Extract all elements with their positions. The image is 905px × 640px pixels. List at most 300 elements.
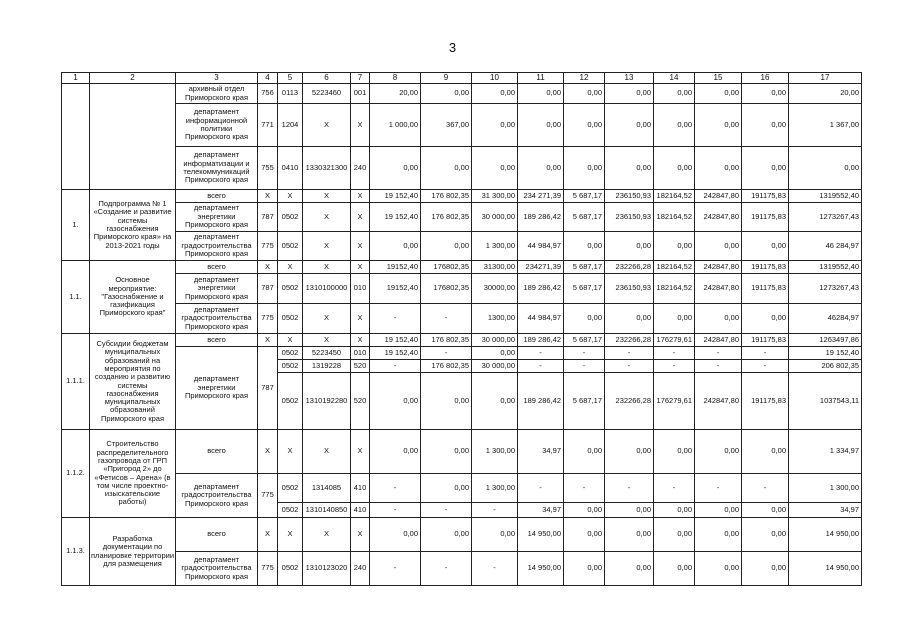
executor-cell: департамент информационной политики Приморского края — [176, 104, 258, 147]
table-row — [62, 274, 862, 304]
header-cell: 11 — [518, 73, 564, 84]
code-cell: X — [258, 518, 278, 552]
code-cell: X — [258, 430, 278, 474]
amount-cell: 182164,52 — [654, 261, 695, 274]
code-cell: X — [303, 334, 351, 347]
executor-cell: департамент энергетики Приморского края — [176, 347, 258, 430]
code-cell: 0502 — [278, 552, 303, 586]
amount-cell: 191175,83 — [742, 373, 789, 430]
code-cell: X — [303, 190, 351, 203]
amount-cell: 176 802,35 — [421, 360, 472, 373]
amount-cell: 1273267,43 — [789, 203, 862, 232]
amount-cell: 0,00 — [370, 430, 421, 474]
amount-cell: 5 687,17 — [564, 334, 605, 347]
amount-cell: 19 152,40 — [370, 190, 421, 203]
code-cell: X — [258, 334, 278, 347]
code-cell: 1330321300 — [303, 147, 351, 190]
amount-cell: 0,00 — [370, 232, 421, 261]
code-cell: 771 — [258, 104, 278, 147]
code-cell: X — [351, 232, 370, 261]
code-cell: 787 — [258, 203, 278, 232]
amount-cell: 232266,28 — [605, 373, 654, 430]
item-name-cell: Разработка документации по планировке территории для размещения — [90, 518, 176, 586]
amount-cell: 0,00 — [421, 518, 472, 552]
table-row — [62, 190, 862, 203]
code-cell: 0502 — [278, 503, 303, 518]
amount-cell: 44 984,97 — [518, 304, 564, 334]
code-cell: 410 — [351, 503, 370, 518]
amount-cell: 206 802,35 — [789, 360, 862, 373]
executor-cell: всего — [176, 190, 258, 203]
code-cell: 1204 — [278, 104, 303, 147]
amount-cell: 14 950,00 — [789, 518, 862, 552]
table-row — [62, 304, 862, 334]
amount-cell: 189 286,42 — [518, 203, 564, 232]
header-cell: 7 — [351, 73, 370, 84]
amount-cell: 34,97 — [518, 503, 564, 518]
code-cell: 787 — [258, 274, 278, 304]
amount-cell: 31300,00 — [472, 261, 518, 274]
amount-cell: 1 000,00 — [370, 104, 421, 147]
amount-cell: - — [370, 474, 421, 503]
amount-cell: 191175,83 — [742, 274, 789, 304]
code-cell: X — [351, 190, 370, 203]
executor-cell: всего — [176, 261, 258, 274]
amount-cell: - — [421, 503, 472, 518]
amount-cell: 0,00 — [742, 84, 789, 104]
amount-cell: 0,00 — [370, 518, 421, 552]
table-row — [62, 347, 862, 360]
amount-cell: 0,00 — [370, 147, 421, 190]
code-cell: 5223460 — [303, 84, 351, 104]
code-cell: X — [351, 334, 370, 347]
executor-cell: департамент градостроительства Приморского края — [176, 232, 258, 261]
amount-cell: - — [421, 552, 472, 586]
amount-cell: 0,00 — [654, 104, 695, 147]
code-cell: X — [351, 304, 370, 334]
amount-cell: 176802,35 — [421, 274, 472, 304]
code-cell: 5223450 — [303, 347, 351, 360]
executor-cell: всего — [176, 518, 258, 552]
amount-cell: 191175,83 — [742, 334, 789, 347]
header-cell: 12 — [564, 73, 605, 84]
code-cell: 1310140850 — [303, 503, 351, 518]
amount-cell: 0,00 — [742, 518, 789, 552]
table-row — [62, 261, 862, 274]
code-cell: X — [278, 430, 303, 474]
amount-cell: 242847,80 — [695, 373, 742, 430]
amount-cell: 46 284,97 — [789, 232, 862, 261]
amount-cell: 1 300,00 — [472, 430, 518, 474]
amount-cell: 0,00 — [695, 503, 742, 518]
item-number-cell: 1.1.1. — [62, 334, 90, 430]
amount-cell: 5 687,17 — [564, 373, 605, 430]
amount-cell: - — [654, 347, 695, 360]
amount-cell: 19 152,40 — [370, 334, 421, 347]
amount-cell: 0,00 — [695, 147, 742, 190]
table-row — [62, 147, 862, 190]
amount-cell: - — [654, 360, 695, 373]
table-row — [62, 474, 862, 503]
amount-cell: 242847,80 — [695, 203, 742, 232]
amount-cell: 0,00 — [421, 232, 472, 261]
amount-cell: 191175,83 — [742, 190, 789, 203]
amount-cell: 0,00 — [742, 304, 789, 334]
amount-cell: - — [742, 360, 789, 373]
header-cell: 6 — [303, 73, 351, 84]
amount-cell: 14 950,00 — [518, 552, 564, 586]
amount-cell: 0,00 — [605, 518, 654, 552]
executor-cell: департамент информатизации и телекоммуникаций Приморского края — [176, 147, 258, 190]
amount-cell: - — [370, 304, 421, 334]
amount-cell: 0,00 — [605, 84, 654, 104]
amount-cell: 1263497,86 — [789, 334, 862, 347]
amount-cell: 182164,52 — [654, 190, 695, 203]
amount-cell: 0,00 — [518, 147, 564, 190]
amount-cell: 176279,61 — [654, 334, 695, 347]
code-cell: 775 — [258, 474, 278, 518]
table-row — [62, 104, 862, 147]
amount-cell: 1037543,11 — [789, 373, 862, 430]
budget-table — [61, 72, 862, 586]
amount-cell: 367,00 — [421, 104, 472, 147]
amount-cell: 5 687,17 — [564, 274, 605, 304]
amount-cell: 0,00 — [695, 232, 742, 261]
amount-cell: 19 152,40 — [789, 347, 862, 360]
amount-cell: 234 271,39 — [518, 190, 564, 203]
amount-cell: - — [564, 474, 605, 503]
header-cell: 17 — [789, 73, 862, 84]
code-cell: X — [351, 203, 370, 232]
amount-cell: 0,00 — [654, 304, 695, 334]
amount-cell: - — [518, 360, 564, 373]
amount-cell: 0,00 — [742, 104, 789, 147]
amount-cell: 0,00 — [654, 552, 695, 586]
amount-cell: 34,97 — [789, 503, 862, 518]
executor-cell: департамент градостроительства Приморского края — [176, 474, 258, 518]
header-cell: 1 — [62, 73, 90, 84]
code-cell: 001 — [351, 84, 370, 104]
amount-cell: 0,00 — [564, 84, 605, 104]
header-cell: 10 — [472, 73, 518, 84]
amount-cell: - — [742, 474, 789, 503]
code-cell: X — [351, 430, 370, 474]
amount-cell: 30 000,00 — [472, 334, 518, 347]
amount-cell: 0,00 — [421, 373, 472, 430]
amount-cell: 0,00 — [472, 347, 518, 360]
amount-cell: 0,00 — [654, 503, 695, 518]
amount-cell: 232266,28 — [605, 334, 654, 347]
amount-cell: 0,00 — [421, 84, 472, 104]
code-cell: 0502 — [278, 347, 303, 360]
header-cell: 5 — [278, 73, 303, 84]
amount-cell: - — [370, 503, 421, 518]
table-row — [62, 232, 862, 261]
code-cell: X — [278, 261, 303, 274]
amount-cell: 191175,83 — [742, 203, 789, 232]
amount-cell: 19 152,40 — [370, 203, 421, 232]
amount-cell: 189 286,42 — [518, 274, 564, 304]
amount-cell: 0,00 — [654, 430, 695, 474]
code-cell: 0502 — [278, 274, 303, 304]
table-row — [62, 203, 862, 232]
amount-cell: 1 300,00 — [472, 232, 518, 261]
amount-cell: 1319552,40 — [789, 190, 862, 203]
amount-cell: 176802,35 — [421, 261, 472, 274]
item-number-cell — [62, 84, 90, 190]
code-cell: X — [278, 190, 303, 203]
table-row — [62, 552, 862, 586]
amount-cell: 44 984,97 — [518, 232, 564, 261]
amount-cell: 0,00 — [564, 104, 605, 147]
amount-cell: 30000,00 — [472, 274, 518, 304]
amount-cell: 176 802,35 — [421, 203, 472, 232]
code-cell: X — [351, 104, 370, 147]
amount-cell: 0,00 — [564, 147, 605, 190]
amount-cell: - — [421, 304, 472, 334]
amount-cell: 0,00 — [695, 84, 742, 104]
amount-cell: 34,97 — [518, 430, 564, 474]
amount-cell: 0,00 — [742, 232, 789, 261]
amount-cell: 5 687,17 — [564, 190, 605, 203]
amount-cell: 189 286,42 — [518, 373, 564, 430]
code-cell: 410 — [351, 474, 370, 503]
amount-cell: 0,00 — [695, 304, 742, 334]
amount-cell: 14 950,00 — [518, 518, 564, 552]
code-cell: X — [303, 203, 351, 232]
code-cell: 1310123020 — [303, 552, 351, 586]
header-cell: 9 — [421, 73, 472, 84]
table-row — [62, 430, 862, 474]
amount-cell: 182164,52 — [654, 274, 695, 304]
amount-cell: 0,00 — [518, 104, 564, 147]
amount-cell: 0,00 — [654, 84, 695, 104]
header-cell: 15 — [695, 73, 742, 84]
amount-cell: 1319552,40 — [789, 261, 862, 274]
page-number: 3 — [448, 40, 457, 55]
amount-cell: 234271,39 — [518, 261, 564, 274]
amount-cell: 0,00 — [518, 84, 564, 104]
item-name-cell: Строительство распределительного газопровода от ГРП «Пригород 2» до «Фетисов – Арена» (в том числе проектно-изыскательские работы) — [90, 430, 176, 518]
amount-cell: 236150,93 — [605, 203, 654, 232]
amount-cell: 0,00 — [370, 373, 421, 430]
code-cell: 0502 — [278, 304, 303, 334]
amount-cell: - — [605, 360, 654, 373]
code-cell: X — [303, 104, 351, 147]
code-cell: X — [351, 261, 370, 274]
amount-cell: 0,00 — [421, 147, 472, 190]
amount-cell: 0,00 — [605, 147, 654, 190]
amount-cell: 0,00 — [742, 430, 789, 474]
code-cell: X — [278, 518, 303, 552]
table-row — [62, 518, 862, 552]
amount-cell: - — [472, 552, 518, 586]
code-cell: 0410 — [278, 147, 303, 190]
amount-cell: 236150,93 — [605, 190, 654, 203]
code-cell: 520 — [351, 360, 370, 373]
code-cell: 0502 — [278, 474, 303, 503]
header-cell: 3 — [176, 73, 258, 84]
amount-cell: - — [421, 347, 472, 360]
amount-cell: - — [695, 474, 742, 503]
code-cell: 0502 — [278, 232, 303, 261]
amount-cell: 14 950,00 — [789, 552, 862, 586]
amount-cell: - — [370, 552, 421, 586]
amount-cell: 0,00 — [742, 552, 789, 586]
code-cell: X — [303, 430, 351, 474]
table-body — [62, 73, 862, 586]
amount-cell: 0,00 — [605, 430, 654, 474]
amount-cell: - — [564, 360, 605, 373]
code-cell: X — [303, 304, 351, 334]
amount-cell: 0,00 — [695, 430, 742, 474]
amount-cell: 0,00 — [695, 104, 742, 147]
amount-cell: 0,00 — [789, 147, 862, 190]
item-name-cell: Основное мероприятие: "Газоснабжение и газификация Приморского края" — [90, 261, 176, 334]
amount-cell: 1 300,00 — [789, 474, 862, 503]
amount-cell: 0,00 — [564, 552, 605, 586]
code-cell: 520 — [351, 373, 370, 430]
header-row — [62, 73, 862, 84]
amount-cell: 0,00 — [472, 373, 518, 430]
code-cell: 755 — [258, 147, 278, 190]
code-cell: 1319228 — [303, 360, 351, 373]
amount-cell: 31 300,00 — [472, 190, 518, 203]
amount-cell: 1 367,00 — [789, 104, 862, 147]
code-cell: X — [258, 261, 278, 274]
amount-cell: 0,00 — [472, 147, 518, 190]
amount-cell: 5 687,17 — [564, 203, 605, 232]
executor-cell: всего — [176, 334, 258, 347]
header-cell: 13 — [605, 73, 654, 84]
code-cell: 775 — [258, 304, 278, 334]
executor-cell: департамент градостроительства Приморского края — [176, 304, 258, 334]
table-row — [62, 334, 862, 347]
amount-cell: 182164,52 — [654, 203, 695, 232]
code-cell: X — [303, 232, 351, 261]
amount-cell: 0,00 — [605, 503, 654, 518]
item-number-cell: 1. — [62, 190, 90, 261]
amount-cell: 0,00 — [605, 232, 654, 261]
amount-cell: 242847,80 — [695, 334, 742, 347]
amount-cell: 0,00 — [564, 503, 605, 518]
amount-cell: 19 152,40 — [370, 347, 421, 360]
amount-cell: - — [370, 360, 421, 373]
executor-cell: всего — [176, 430, 258, 474]
amount-cell: 0,00 — [472, 518, 518, 552]
code-cell: 240 — [351, 552, 370, 586]
amount-cell: 0,00 — [421, 430, 472, 474]
executor-cell: департамент энергетики Приморского края — [176, 203, 258, 232]
amount-cell: 242847,80 — [695, 190, 742, 203]
amount-cell: 20,00 — [370, 84, 421, 104]
code-cell: 787 — [258, 347, 278, 430]
amount-cell: 0,00 — [564, 304, 605, 334]
amount-cell: 0,00 — [472, 84, 518, 104]
code-cell: X — [303, 261, 351, 274]
amount-cell: 242847,80 — [695, 261, 742, 274]
item-number-cell: 1.1.3. — [62, 518, 90, 586]
code-cell: 775 — [258, 232, 278, 261]
code-cell: 0502 — [278, 373, 303, 430]
code-cell: 010 — [351, 347, 370, 360]
amount-cell: - — [695, 347, 742, 360]
amount-cell: 19152,40 — [370, 274, 421, 304]
amount-cell: - — [695, 360, 742, 373]
code-cell: X — [258, 190, 278, 203]
code-cell: 1310100000 — [303, 274, 351, 304]
amount-cell: 20,00 — [789, 84, 862, 104]
code-cell: X — [351, 518, 370, 552]
amount-cell: 0,00 — [472, 104, 518, 147]
item-name-cell: Субсидии бюджетам муниципальных образований на мероприятия по созданию и развитию системы газоснабжения муниципальных образований Приморского края — [90, 334, 176, 430]
amount-cell: 1 300,00 — [472, 474, 518, 503]
amount-cell: - — [472, 503, 518, 518]
code-cell: X — [278, 334, 303, 347]
amount-cell: 0,00 — [421, 474, 472, 503]
amount-cell: 0,00 — [564, 518, 605, 552]
amount-cell: 176 802,35 — [421, 190, 472, 203]
amount-cell: 30 000,00 — [472, 203, 518, 232]
amount-cell: 0,00 — [654, 518, 695, 552]
table-row — [62, 84, 862, 104]
item-number-cell: 1.1. — [62, 261, 90, 334]
executor-cell: департамент энергетики Приморского края — [176, 274, 258, 304]
amount-cell: 0,00 — [605, 552, 654, 586]
amount-cell: 0,00 — [695, 518, 742, 552]
executor-cell: архивный отдел Приморского края — [176, 84, 258, 104]
amount-cell: 30 000,00 — [472, 360, 518, 373]
amount-cell: 0,00 — [564, 430, 605, 474]
executor-cell: департамент градостроительства Приморского края — [176, 552, 258, 586]
code-cell: 1310192280 — [303, 373, 351, 430]
amount-cell: - — [518, 347, 564, 360]
amount-cell: 46284,97 — [789, 304, 862, 334]
amount-cell: 191175,83 — [742, 261, 789, 274]
header-cell: 8 — [370, 73, 421, 84]
amount-cell: 176279,61 — [654, 373, 695, 430]
amount-cell: - — [564, 347, 605, 360]
amount-cell: 0,00 — [605, 304, 654, 334]
code-cell: 0113 — [278, 84, 303, 104]
amount-cell: 242847,80 — [695, 274, 742, 304]
code-cell: X — [303, 518, 351, 552]
amount-cell: 0,00 — [654, 232, 695, 261]
amount-cell: 189 286,42 — [518, 334, 564, 347]
item-number-cell: 1.1.2. — [62, 430, 90, 518]
amount-cell: 1300,00 — [472, 304, 518, 334]
code-cell: 240 — [351, 147, 370, 190]
amount-cell: 5 687,17 — [564, 261, 605, 274]
amount-cell: 1 334,97 — [789, 430, 862, 474]
amount-cell: 0,00 — [654, 147, 695, 190]
amount-cell: - — [654, 474, 695, 503]
header-cell: 14 — [654, 73, 695, 84]
item-name-cell — [90, 84, 176, 190]
code-cell: 0502 — [278, 360, 303, 373]
amount-cell: 236150,93 — [605, 274, 654, 304]
item-name-cell: Подпрограмма № 1 «Создание и развитие системы газоснабжения Приморского края» на 2013-2021 годы — [90, 190, 176, 261]
amount-cell: - — [518, 474, 564, 503]
amount-cell: 0,00 — [564, 232, 605, 261]
code-cell: 0502 — [278, 203, 303, 232]
amount-cell: 0,00 — [742, 147, 789, 190]
header-cell: 4 — [258, 73, 278, 84]
amount-cell: 0,00 — [695, 552, 742, 586]
amount-cell: - — [605, 474, 654, 503]
amount-cell: 1273267,43 — [789, 274, 862, 304]
amount-cell: 19152,40 — [370, 261, 421, 274]
